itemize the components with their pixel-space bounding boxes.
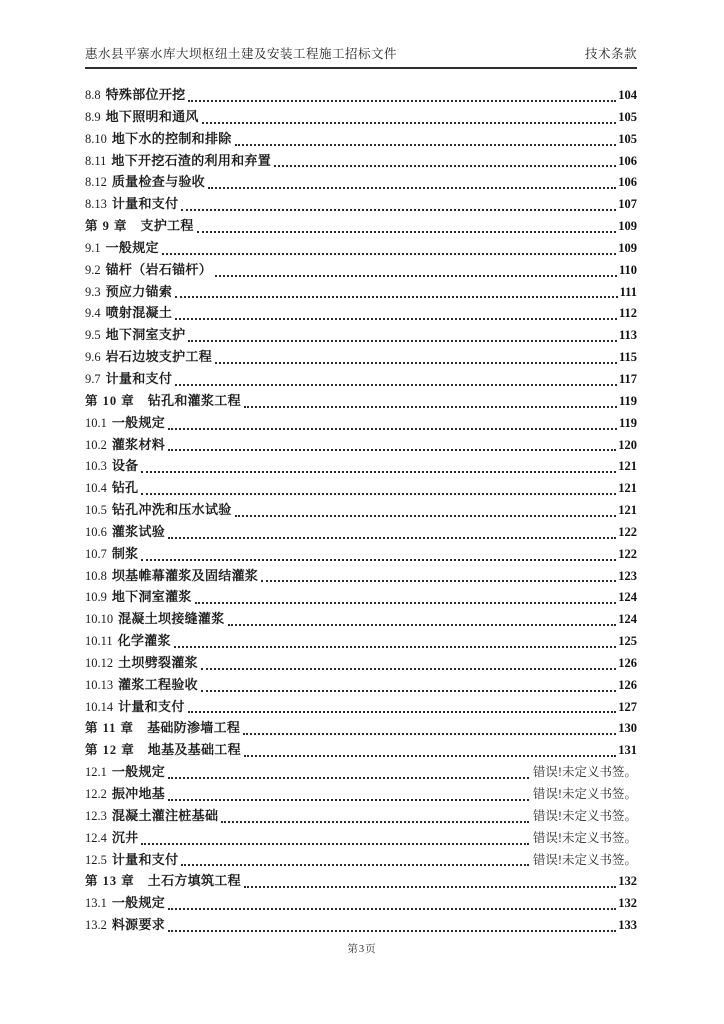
toc-entry-page: 117 (618, 371, 637, 386)
dot-leader (228, 624, 617, 626)
toc-entry-number: 9.6 (85, 350, 101, 365)
toc-entry-title: 计量和支付 (111, 851, 179, 867)
dot-leader (261, 580, 616, 582)
toc-entry-page: 119 (618, 393, 637, 408)
toc-entry-title: 一般规定 (111, 414, 166, 430)
toc-entry-title: 基础防渗墙工程 (147, 720, 241, 736)
toc-entry[interactable] (85, 412, 637, 434)
dot-leader (175, 296, 617, 298)
toc-entry-title: 混凝土坝接缝灌浆 (118, 611, 225, 627)
toc-entry-page: 124 (618, 590, 637, 605)
dot-leader (274, 165, 616, 167)
toc-entry-number: 9.5 (85, 328, 101, 343)
toc-entry-title: 振冲地基 (111, 786, 166, 801)
toc-entry-title: 地下洞室灌浆 (111, 589, 192, 605)
dot-leader (168, 449, 616, 451)
dot-leader (141, 559, 616, 561)
toc-entry-title: 土坝劈裂灌浆 (118, 654, 198, 670)
toc-entry[interactable] (85, 499, 637, 521)
toc-entry-number: 10.12 (85, 655, 114, 670)
toc-entry-title: 沉井 (111, 829, 139, 845)
toc-entry[interactable] (85, 259, 637, 281)
toc-entry-page: 错误!未定义书签。 (532, 808, 637, 823)
toc-entry-number: 9.1 (85, 240, 101, 255)
toc-entry[interactable] (85, 368, 637, 390)
toc-entry-page: 110 (618, 262, 637, 277)
dot-leader (208, 187, 616, 189)
toc-entry[interactable] (85, 390, 637, 412)
toc-entry-title: 土石方填筑工程 (147, 873, 241, 889)
dot-leader (197, 231, 617, 233)
toc-entry-number: 9.7 (85, 371, 101, 386)
toc-entry-title: 钻孔 (111, 480, 139, 496)
toc-entry-title: 一般规定 (111, 895, 166, 911)
toc-entry-number: 10.10 (85, 612, 114, 627)
toc-entry-title: 岩石边坡支护工程 (105, 349, 213, 365)
toc-entry[interactable] (85, 870, 637, 892)
dot-leader (244, 755, 616, 757)
dot-leader (221, 821, 529, 823)
toc-entry[interactable] (85, 237, 637, 259)
toc-entry-number: 10.9 (85, 590, 107, 605)
toc-entry-number: 10.7 (85, 546, 107, 561)
toc-entry-page: 125 (618, 634, 637, 649)
toc-entry-page: 112 (618, 306, 637, 321)
toc-entry-number: 10.5 (85, 503, 107, 518)
toc-entry-page: 121 (618, 459, 637, 474)
toc-entry[interactable] (85, 128, 637, 150)
dot-leader (243, 733, 616, 735)
toc-entry-number: 8.10 (85, 131, 107, 146)
toc-entry-title: 地下照明和通风 (105, 108, 199, 124)
toc-entry-page: 107 (618, 197, 637, 212)
toc-entry-page: 错误!未定义书签。 (532, 830, 637, 845)
toc-entry-page: 121 (618, 481, 637, 496)
toc-entry-page: 105 (618, 109, 637, 124)
toc-entry[interactable] (85, 281, 637, 303)
toc-entry-number: 9.4 (85, 306, 101, 321)
toc-entry-title: 锚杆（岩石锚杆） (105, 261, 213, 277)
dot-leader (168, 777, 529, 779)
dot-leader (168, 428, 617, 430)
dot-leader (201, 668, 616, 670)
toc-entry[interactable] (85, 543, 637, 565)
toc-entry-number: 10.13 (85, 677, 114, 692)
toc-entry-title: 灌浆试验 (111, 523, 166, 539)
toc-entry-number: 10.3 (85, 459, 107, 474)
toc-entry-page: 131 (618, 743, 637, 758)
toc-entry-title: 一般规定 (105, 239, 159, 255)
toc-entry-page: 127 (618, 699, 637, 714)
toc-entry-page: 109 (618, 240, 637, 255)
toc-entry-number: 13.2 (85, 918, 107, 933)
toc-entry-page: 错误!未定义书签。 (532, 765, 637, 780)
toc-entry[interactable] (85, 717, 637, 739)
toc-entry-page: 错误!未定义书签。 (532, 787, 637, 801)
toc-entry-title: 混凝土灌注桩基础 (111, 807, 219, 823)
dot-leader (141, 843, 528, 845)
dot-leader (188, 340, 617, 342)
dot-leader (181, 209, 616, 211)
dot-leader (175, 384, 617, 386)
toc-entry-page: 113 (618, 328, 637, 343)
toc-entry-number: 10.4 (85, 481, 107, 496)
toc-entry-number: 第 13 章 (85, 874, 135, 889)
toc-entry[interactable] (85, 630, 637, 652)
dot-leader (235, 144, 617, 146)
toc-entry-number: 8.9 (85, 109, 101, 124)
toc-entry[interactable] (85, 346, 637, 368)
toc-entry-page: 错误!未定义书签。 (532, 852, 637, 867)
toc-entry[interactable] (85, 477, 637, 499)
toc-entry-title: 坝基帷幕灌浆及固结灌浆 (111, 567, 259, 583)
dot-leader (168, 908, 616, 910)
dot-leader (168, 537, 616, 539)
toc-list (85, 84, 637, 936)
toc-entry-page: 122 (618, 546, 637, 561)
toc-entry-page: 123 (618, 568, 637, 583)
toc-entry[interactable] (85, 696, 637, 718)
toc-entry-title: 灌浆工程验收 (118, 676, 198, 692)
toc-entry-number: 12.2 (85, 787, 107, 801)
toc-entry[interactable] (85, 849, 637, 871)
toc-entry-title: 地下水的控制和排除 (111, 130, 232, 146)
toc-entry-page: 106 (618, 175, 637, 190)
toc-entry[interactable] (85, 84, 637, 106)
toc-entry-page: 111 (619, 284, 637, 299)
dot-leader (195, 602, 617, 604)
toc-entry-number: 第 10 章 (85, 393, 135, 408)
toc-entry-title: 地下洞室支护 (105, 327, 186, 343)
toc-entry-page: 121 (618, 503, 637, 518)
toc-entry-title: 计量和支付 (105, 370, 173, 386)
dot-leader (175, 318, 617, 320)
toc-entry[interactable] (85, 324, 637, 346)
dot-leader (141, 493, 616, 495)
toc-entry[interactable] (85, 783, 637, 805)
dot-leader (174, 646, 616, 648)
dot-leader (188, 711, 617, 713)
dot-leader (244, 406, 617, 408)
toc-entry-number: 8.11 (85, 153, 107, 168)
toc-entry-number: 8.12 (85, 175, 107, 190)
toc-entry-number: 12.3 (85, 808, 107, 823)
toc-entry-page: 122 (618, 524, 637, 539)
toc-entry-number: 12.5 (85, 852, 107, 867)
toc-entry-title: 钻孔和灌浆工程 (147, 392, 241, 408)
toc-entry-title: 设备 (111, 458, 139, 474)
toc-entry-page: 115 (618, 350, 637, 365)
toc-entry-title: 灌浆材料 (111, 436, 166, 452)
page-footer (0, 941, 724, 956)
toc-entry-title: 料源要求 (111, 917, 166, 933)
toc-entry-page: 132 (618, 896, 637, 911)
toc-entry[interactable] (85, 455, 637, 477)
toc-entry-page: 105 (618, 131, 637, 146)
dot-leader (202, 122, 617, 124)
toc-entry-title: 计量和支付 (111, 196, 179, 212)
toc-entry-number: 8.13 (85, 197, 107, 212)
dot-leader (215, 275, 617, 277)
toc-entry[interactable] (85, 761, 637, 783)
dot-leader (235, 515, 617, 517)
toc-entry-page: 119 (618, 415, 637, 430)
toc-entry[interactable] (85, 586, 637, 608)
toc-entry-page: 133 (618, 918, 637, 933)
toc-entry-title: 质量检查与验收 (111, 174, 205, 190)
toc-entry-page: 130 (618, 721, 637, 736)
dot-leader (162, 253, 616, 255)
toc-entry-number: 第 12 章 (85, 743, 135, 758)
toc-entry-page: 104 (618, 88, 637, 102)
toc-entry[interactable] (85, 892, 637, 914)
running-header (85, 44, 637, 69)
toc-entry-page: 132 (618, 874, 637, 889)
toc-entry-number: 10.1 (85, 415, 107, 430)
toc-entry-page: 106 (618, 153, 637, 168)
toc-entry-title: 预应力锚索 (105, 283, 173, 299)
toc-entry[interactable] (85, 193, 637, 215)
toc-entry-page: 126 (618, 677, 637, 692)
toc-entry-number: 10.6 (85, 524, 107, 539)
toc-entry-number: 8.8 (85, 88, 101, 102)
dot-leader (215, 362, 617, 364)
toc-entry-title: 支护工程 (140, 218, 194, 234)
toc-entry-title: 制浆 (111, 545, 139, 561)
toc-entry[interactable] (85, 565, 637, 587)
toc-entry-number: 10.2 (85, 437, 107, 452)
toc-entry[interactable] (85, 674, 637, 696)
dot-leader (141, 471, 616, 473)
toc-entry-number: 12.1 (85, 765, 107, 780)
toc-entry-page: 124 (618, 612, 637, 627)
toc-entry-number: 第 11 章 (85, 721, 135, 736)
toc-entry-page: 126 (618, 655, 637, 670)
toc-entry-title: 一般规定 (111, 764, 166, 780)
toc-entry-page: 109 (618, 219, 637, 234)
dot-leader (181, 864, 528, 866)
dot-leader (201, 690, 616, 692)
dot-leader (244, 886, 616, 888)
page-number-label: 第3页 (347, 944, 377, 955)
toc-entry-title: 特殊部位开挖 (105, 87, 186, 102)
toc-entry-number: 第 9 章 (85, 219, 128, 234)
toc-entry-title: 地下开挖石渣的利用和弃置 (111, 152, 272, 168)
toc-entry[interactable] (85, 171, 637, 193)
toc-entry[interactable] (85, 652, 637, 674)
dot-leader (168, 930, 616, 932)
toc-entry-number: 9.2 (85, 262, 101, 277)
toc-entry[interactable] (85, 805, 637, 827)
toc-entry-title: 钻孔冲洗和压水试验 (111, 502, 232, 518)
toc-entry[interactable] (85, 302, 637, 324)
toc-entry[interactable] (85, 827, 637, 849)
toc-entry[interactable] (85, 739, 637, 761)
toc-entry-title: 计量和支付 (118, 698, 185, 714)
toc-entry-number: 9.3 (85, 284, 101, 299)
toc-entry-number: 10.14 (85, 699, 114, 714)
toc-entry[interactable] (85, 106, 637, 128)
toc-entry[interactable] (85, 521, 637, 543)
toc-entry[interactable] (85, 608, 637, 630)
toc-entry-title: 化学灌浆 (117, 633, 171, 649)
toc-entry[interactable] (85, 914, 637, 936)
toc-entry-number: 10.11 (85, 634, 113, 649)
toc-entry[interactable] (85, 150, 637, 172)
toc-entry-number: 10.8 (85, 568, 107, 583)
toc-entry-number: 13.1 (85, 896, 107, 911)
toc-entry-page: 120 (618, 437, 637, 452)
toc-entry-number: 12.4 (85, 830, 107, 845)
dot-leader (168, 799, 529, 801)
toc-entry-title: 喷射混凝土 (105, 305, 173, 321)
toc-entry[interactable] (85, 434, 637, 456)
dot-leader (188, 100, 616, 102)
toc-entry[interactable] (85, 215, 637, 237)
header-section-label: 技术条款 (584, 47, 637, 61)
header-document-title: 惠水县平寨水库大坝枢纽土建及安装工程施工招标文件 (85, 47, 398, 61)
toc-entry-title: 地基及基础工程 (147, 742, 241, 758)
